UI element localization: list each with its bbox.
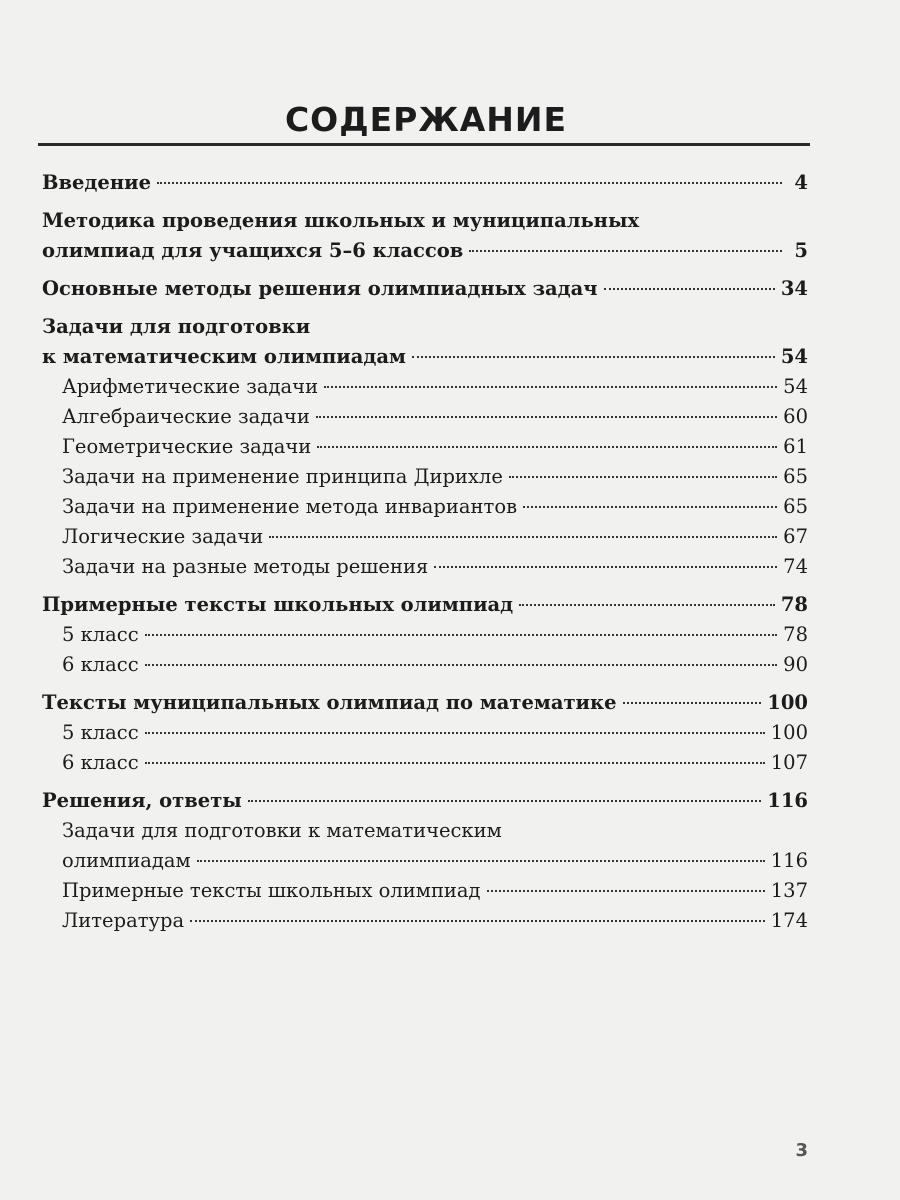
toc-entry-page: 116: [770, 849, 808, 872]
page-title: СОДЕРЖАНИЕ: [284, 100, 568, 139]
dot-leader: [317, 446, 777, 448]
dot-leader: [269, 536, 777, 538]
toc-section-methods: [42, 274, 808, 304]
toc-entry[interactable]: [42, 786, 808, 816]
toc-entry-page: 116: [767, 789, 808, 812]
toc-entry[interactable]: [42, 236, 808, 266]
toc-entry-label: Решения, ответы: [42, 789, 242, 812]
toc-section-municipal: [42, 688, 808, 778]
dot-leader: [157, 182, 782, 184]
toc-entry-label: Арифметические задачи: [62, 375, 319, 398]
toc-section-methodology: [42, 206, 808, 266]
toc-entry-label: олимпиадам: [62, 849, 191, 872]
dot-leader: [190, 920, 765, 922]
toc-entry-label: 6 класс: [62, 751, 139, 774]
toc-entry-page: 67: [783, 525, 808, 548]
toc-entry-label: 5 класс: [62, 721, 139, 744]
toc-entry-label: 6 класс: [62, 653, 139, 676]
dot-leader: [145, 634, 778, 636]
dot-leader: [487, 890, 765, 892]
toc-subentry[interactable]: [42, 462, 808, 492]
dot-leader: [324, 386, 777, 388]
dot-leader: [469, 250, 782, 252]
toc-subentry[interactable]: [42, 402, 808, 432]
toc-entry-label: Задачи для подготовки: [42, 315, 311, 338]
toc-entry-label: к математическим олимпиадам: [42, 345, 406, 368]
toc-subentry[interactable]: [42, 846, 808, 876]
toc-section-prep: [42, 312, 808, 582]
toc-entry[interactable]: [42, 274, 808, 304]
dot-leader: [316, 416, 777, 418]
toc-entry-label: Методика проведения школьных и муниципальных: [42, 209, 640, 232]
toc-entry-page: 78: [780, 593, 808, 616]
dot-leader: [145, 732, 765, 734]
toc-entry-label: олимпиад для учащихся 5–6 классов: [42, 239, 464, 262]
dot-leader: [519, 604, 775, 606]
toc-entry-label: Задачи на разные методы решения: [62, 555, 429, 578]
toc-entry-page: 137: [770, 879, 808, 902]
toc-entry-page: 100: [767, 691, 808, 714]
toc-entry-label: Логические задачи: [62, 525, 264, 548]
toc-subentry[interactable]: [42, 620, 808, 650]
toc-entry-label: Тексты муниципальных олимпиад по математике: [42, 691, 617, 714]
toc-entry-label: Основные методы решения олимпиадных задач: [42, 277, 598, 300]
toc-section-school: [42, 590, 808, 680]
toc-subentry[interactable]: [42, 876, 808, 906]
toc-entry-label: Примерные тексты школьных олимпиад: [62, 879, 481, 902]
toc-entry-page: 34: [780, 277, 808, 300]
toc-subentry[interactable]: [42, 906, 808, 936]
toc-entry-label: Геометрические задачи: [62, 435, 312, 458]
toc-entry-page: 65: [783, 465, 808, 488]
toc-entry-label: Задачи на применение метода инвариантов: [62, 495, 518, 518]
toc-subentry[interactable]: [42, 372, 808, 402]
toc-entry[interactable]: [42, 590, 808, 620]
toc-entry-page: 107: [770, 751, 808, 774]
toc-section-solutions: [42, 786, 808, 936]
dot-leader: [145, 664, 778, 666]
toc-subentry[interactable]: [42, 492, 808, 522]
toc-entry[interactable]: [42, 688, 808, 718]
dot-leader: [523, 506, 777, 508]
toc-subentry[interactable]: [42, 748, 808, 778]
toc-entry-page: 74: [783, 555, 808, 578]
toc-entry-page: 174: [770, 909, 808, 932]
toc-entry-label: Литература: [62, 909, 185, 932]
toc-entry-page: 54: [783, 375, 808, 398]
toc-entry-label: Алгебраические задачи: [62, 405, 310, 428]
dot-leader: [604, 288, 775, 290]
toc-entry-page: 4: [794, 171, 808, 194]
toc-entry-page: 65: [783, 495, 808, 518]
toc-entry-label: Примерные тексты школьных олимпиад: [42, 593, 514, 616]
dot-leader: [248, 800, 761, 802]
toc-entry-page: 100: [770, 721, 808, 744]
toc-entry[interactable]: [42, 342, 808, 372]
toc-entry-page: 60: [783, 405, 808, 428]
toc-subentry[interactable]: [42, 718, 808, 748]
page-number: 3: [795, 1140, 808, 1161]
toc-entry-page: 5: [794, 239, 808, 262]
toc-entry-page: 61: [783, 435, 808, 458]
toc-entry-label: 5 класс: [62, 623, 139, 646]
dot-leader: [145, 762, 765, 764]
toc-subentry[interactable]: [42, 552, 808, 582]
dot-leader: [434, 566, 777, 568]
toc-entry[interactable]: [42, 168, 808, 198]
dot-leader: [197, 860, 765, 862]
toc-subentry[interactable]: [42, 432, 808, 462]
toc-entry-page: 90: [783, 653, 808, 676]
title-underline: [38, 143, 810, 146]
toc-entry-label: Задачи для подготовки к математическим: [62, 819, 502, 842]
toc-section-intro: [42, 168, 808, 198]
dot-leader: [509, 476, 777, 478]
toc-entry-label: Задачи на применение принципа Дирихле: [62, 465, 503, 488]
toc-subentry[interactable]: [42, 650, 808, 680]
dot-leader: [412, 356, 775, 358]
toc-entry-label: Введение: [42, 171, 151, 194]
dot-leader: [623, 702, 762, 704]
table-of-contents: [42, 168, 808, 944]
toc-entry-page: 78: [783, 623, 808, 646]
toc-subentry[interactable]: [42, 522, 808, 552]
toc-entry-page: 54: [780, 345, 808, 368]
